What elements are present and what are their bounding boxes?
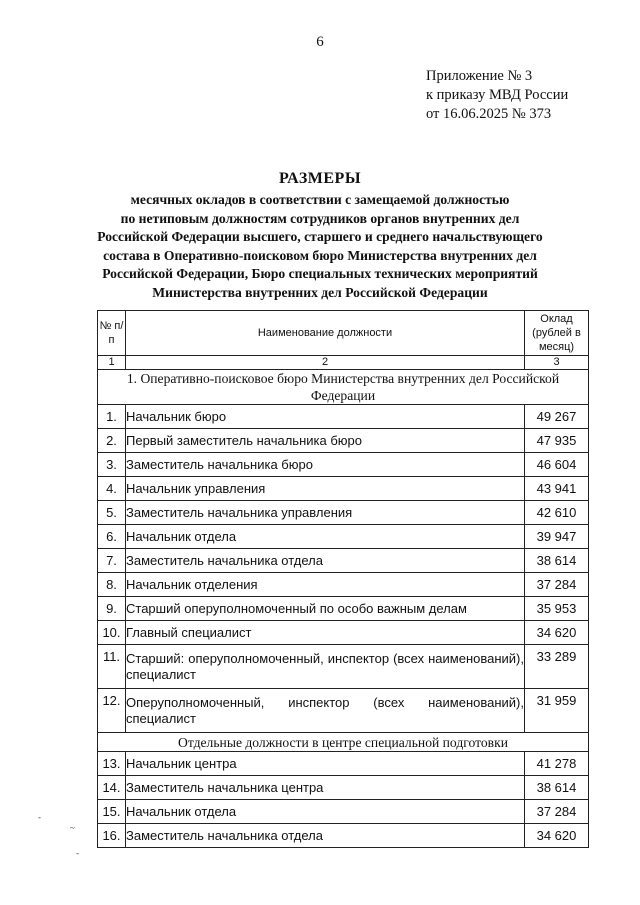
salary-value: 49 267	[525, 405, 589, 429]
table-row	[98, 800, 589, 824]
row-number: 12.	[98, 689, 126, 733]
salary-table	[97, 310, 589, 848]
table-row	[98, 549, 589, 573]
position-name: Главный специалист	[126, 621, 525, 645]
row-number: 14.	[98, 776, 126, 800]
table-row	[98, 525, 589, 549]
row-number: 8.	[98, 573, 126, 597]
table-row	[98, 453, 589, 477]
position-name: Заместитель начальника отдела	[126, 549, 525, 573]
subtitle-line: Российской Федерации, Бюро специальных технических мероприятий	[102, 266, 538, 282]
subtitle-line: месячных окладов в соответствии с замещаемой должностью	[130, 192, 510, 207]
table-row	[98, 824, 589, 848]
subsection-heading-row	[98, 733, 589, 752]
position-name: Начальник отдела	[126, 525, 525, 549]
row-number: 6.	[98, 525, 126, 549]
salary-value: 46 604	[525, 453, 589, 477]
table-row	[98, 752, 589, 776]
column-index: 2	[126, 356, 525, 370]
position-name: Старший оперуполномоченный по особо важным делам	[126, 597, 525, 621]
position-name: Начальник управления	[126, 477, 525, 501]
position-name: Начальник отдела	[126, 800, 525, 824]
row-number: 9.	[98, 597, 126, 621]
salary-value: 37 284	[525, 573, 589, 597]
row-number: 3.	[98, 453, 126, 477]
subtitle-line: состава в Оперативно-поисковом бюро Министерства внутренних дел	[103, 247, 537, 263]
table-row	[98, 597, 589, 621]
table-row	[98, 573, 589, 597]
header-num: № п/п	[98, 311, 126, 356]
row-number: 15.	[98, 800, 126, 824]
salary-value: 35 953	[525, 597, 589, 621]
position-name: Начальник бюро	[126, 405, 525, 429]
section-heading-row	[98, 370, 589, 405]
subtitle-line: по нетиповым должностям сотрудников органов внутренних дел	[120, 210, 520, 226]
header-salary: Оклад (рублей в месяц)	[525, 311, 589, 356]
salary-value: 38 614	[525, 549, 589, 573]
document-title	[60, 170, 580, 303]
row-number: 13.	[98, 752, 126, 776]
row-number: 16.	[98, 824, 126, 848]
salary-value: 47 935	[525, 429, 589, 453]
column-index: 3	[525, 356, 589, 370]
appendix-line-2: к приказу МВД России	[426, 87, 569, 103]
position-name: Заместитель начальника отдела	[126, 824, 525, 848]
appendix-line-3: от 16.06.2025 № 373	[426, 106, 552, 122]
salary-value: 39 947	[525, 525, 589, 549]
subtitle-line: Российской Федерации высшего, старшего и среднего начальствующего	[97, 229, 543, 245]
salary-value: 42 610	[525, 501, 589, 525]
row-number: 4.	[98, 477, 126, 501]
salary-value: 41 278	[525, 752, 589, 776]
table-row	[98, 689, 589, 733]
position-name: Старший: оперуполномоченный, инспектор (всех наименований), специалист	[126, 645, 525, 689]
column-index: 1	[98, 356, 126, 370]
page-number: 6	[316, 34, 324, 50]
scan-speck: ~	[70, 823, 75, 833]
scan-speck: -	[38, 812, 41, 822]
appendix-block	[426, 67, 568, 124]
table-row	[98, 477, 589, 501]
salary-value: 34 620	[525, 824, 589, 848]
table-header-row	[98, 311, 589, 356]
salary-value: 33 289	[525, 645, 589, 689]
column-index-row	[98, 356, 589, 370]
row-number: 2.	[98, 429, 126, 453]
position-name: Заместитель начальника бюро	[126, 453, 525, 477]
salary-value: 43 941	[525, 477, 589, 501]
row-number: 5.	[98, 501, 126, 525]
title-main: РАЗМЕРЫ	[278, 170, 362, 187]
section-heading: 1. Оперативно-поисковое бюро Министерства внутренних дел Российской Федерации	[98, 370, 589, 405]
salary-value: 37 284	[525, 800, 589, 824]
position-name: Начальник центра	[126, 752, 525, 776]
table-row	[98, 621, 589, 645]
table-row	[98, 501, 589, 525]
table-row	[98, 405, 589, 429]
table-row	[98, 776, 589, 800]
row-number: 7.	[98, 549, 126, 573]
position-name: Первый заместитель начальника бюро	[126, 429, 525, 453]
header-name: Наименование должности	[126, 311, 525, 356]
appendix-line-1: Приложение № 3	[426, 68, 533, 84]
salary-value: 34 620	[525, 621, 589, 645]
salary-value: 38 614	[525, 776, 589, 800]
position-name: Оперуполномоченный, инспектор (всех наименований), специалист	[126, 689, 525, 733]
position-name: Заместитель начальника управления	[126, 501, 525, 525]
row-number: 1.	[98, 405, 126, 429]
scan-speck: -	[76, 848, 79, 858]
row-number: 10.	[98, 621, 126, 645]
row-number: 11.	[98, 645, 126, 689]
subtitle-line: Министерства внутренних дел Российской Федерации	[152, 284, 488, 300]
subsection-heading: Отдельные должности в центре специальной подготовки	[98, 733, 589, 752]
salary-value: 31 959	[525, 689, 589, 733]
position-name: Заместитель начальника центра	[126, 776, 525, 800]
position-name: Начальник отделения	[126, 573, 525, 597]
table-row	[98, 645, 589, 689]
table-row	[98, 429, 589, 453]
